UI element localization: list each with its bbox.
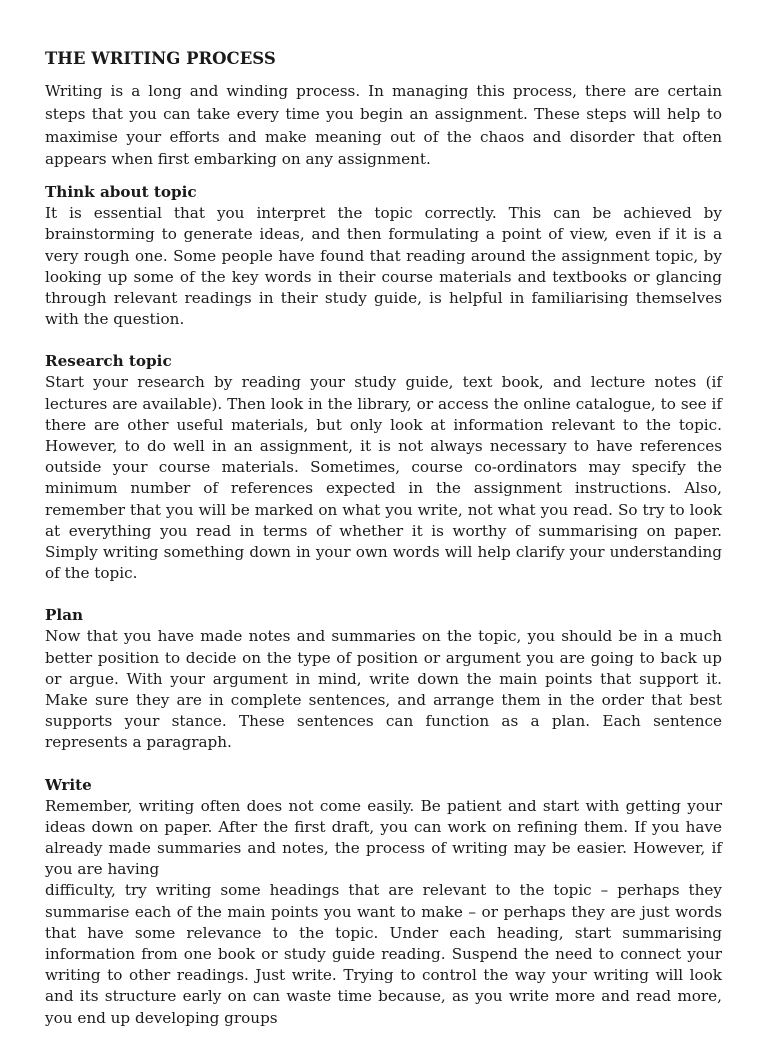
document-title: THE WRITING PROCESS [45,49,276,68]
section-think-about-topic [45,182,722,330]
section-body-part2: difficulty, try writing some headings that are relevant to the topic – perhaps they summarise each of the main points you want to make – or perhaps they are just words that have some relevance to the topic. Under each heading, start summarising information from one book or study guide reading. Suspend the need to connect your writing to other readings. Just write. Trying to control the way your writing will look and its structure early on can waste time because, as you write more and read more, you end up developing groups [45,881,722,1027]
section-plan [45,605,722,753]
section-body: It is essential that you interpret the topic correctly. This can be achieved by brainstorming to generate ideas, and then formulating a point of view, even if it is a very rough one. Some people have found that reading around the assignment topic, by looking up some of the key words in their course materials and textbooks or glancing through relevant readings in their study guide, is helpful in familiarising themselves with the question. [45,204,722,329]
section-body-part1: Remember, writing often does not come easily. Be patient and start with getting your ideas down on paper. After the first draft, you can work on refining them. If you have already made summaries and notes, the process of writing may be easier. However, if you are having [45,796,722,879]
document-page [45,48,722,1050]
section-heading: Plan [45,606,84,625]
section-heading: Think about topic [45,183,197,202]
section-body: Start your research by reading your study guide, text book, and lecture notes (if lectures are available). Then look in the library, or access the online catalogue, to see if there are other useful materials, but only look at information relevant to the topic. However, to do well in an assignment, it is not always necessary to have references outside your course materials. Sometimes, course co-ordinators may specify the minimum number of references expected in the assignment instructions. Also, remember that you will be marked on what you write, not what you read. So try to look at everything you read in terms of whether it is worthy of summarising on paper. Simply writing something down in your own words will help clarify your understanding of the topic. [45,373,722,583]
section-heading: Research topic [45,352,172,371]
section-body: Now that you have made notes and summaries on the topic, you should be in a much better position to decide on the type of position or argument you are going to back up or argue. With your argument in mind, write down the main points that support it. Make sure they are in complete sentences, and arrange them in the order that best supports your stance. These sentences can function as a plan. Each sentence represents a paragraph. [45,627,722,752]
intro-paragraph: Writing is a long and winding process. In managing this process, there are certain steps that you can take every time you begin an assignment. These steps will help to maximise your efforts and make meaning out of the chaos and disorder that often appears when first embarking on any assignment. [45,82,722,169]
section-heading: Write [45,775,92,794]
section-write [45,775,722,1029]
section-research-topic [45,351,722,584]
